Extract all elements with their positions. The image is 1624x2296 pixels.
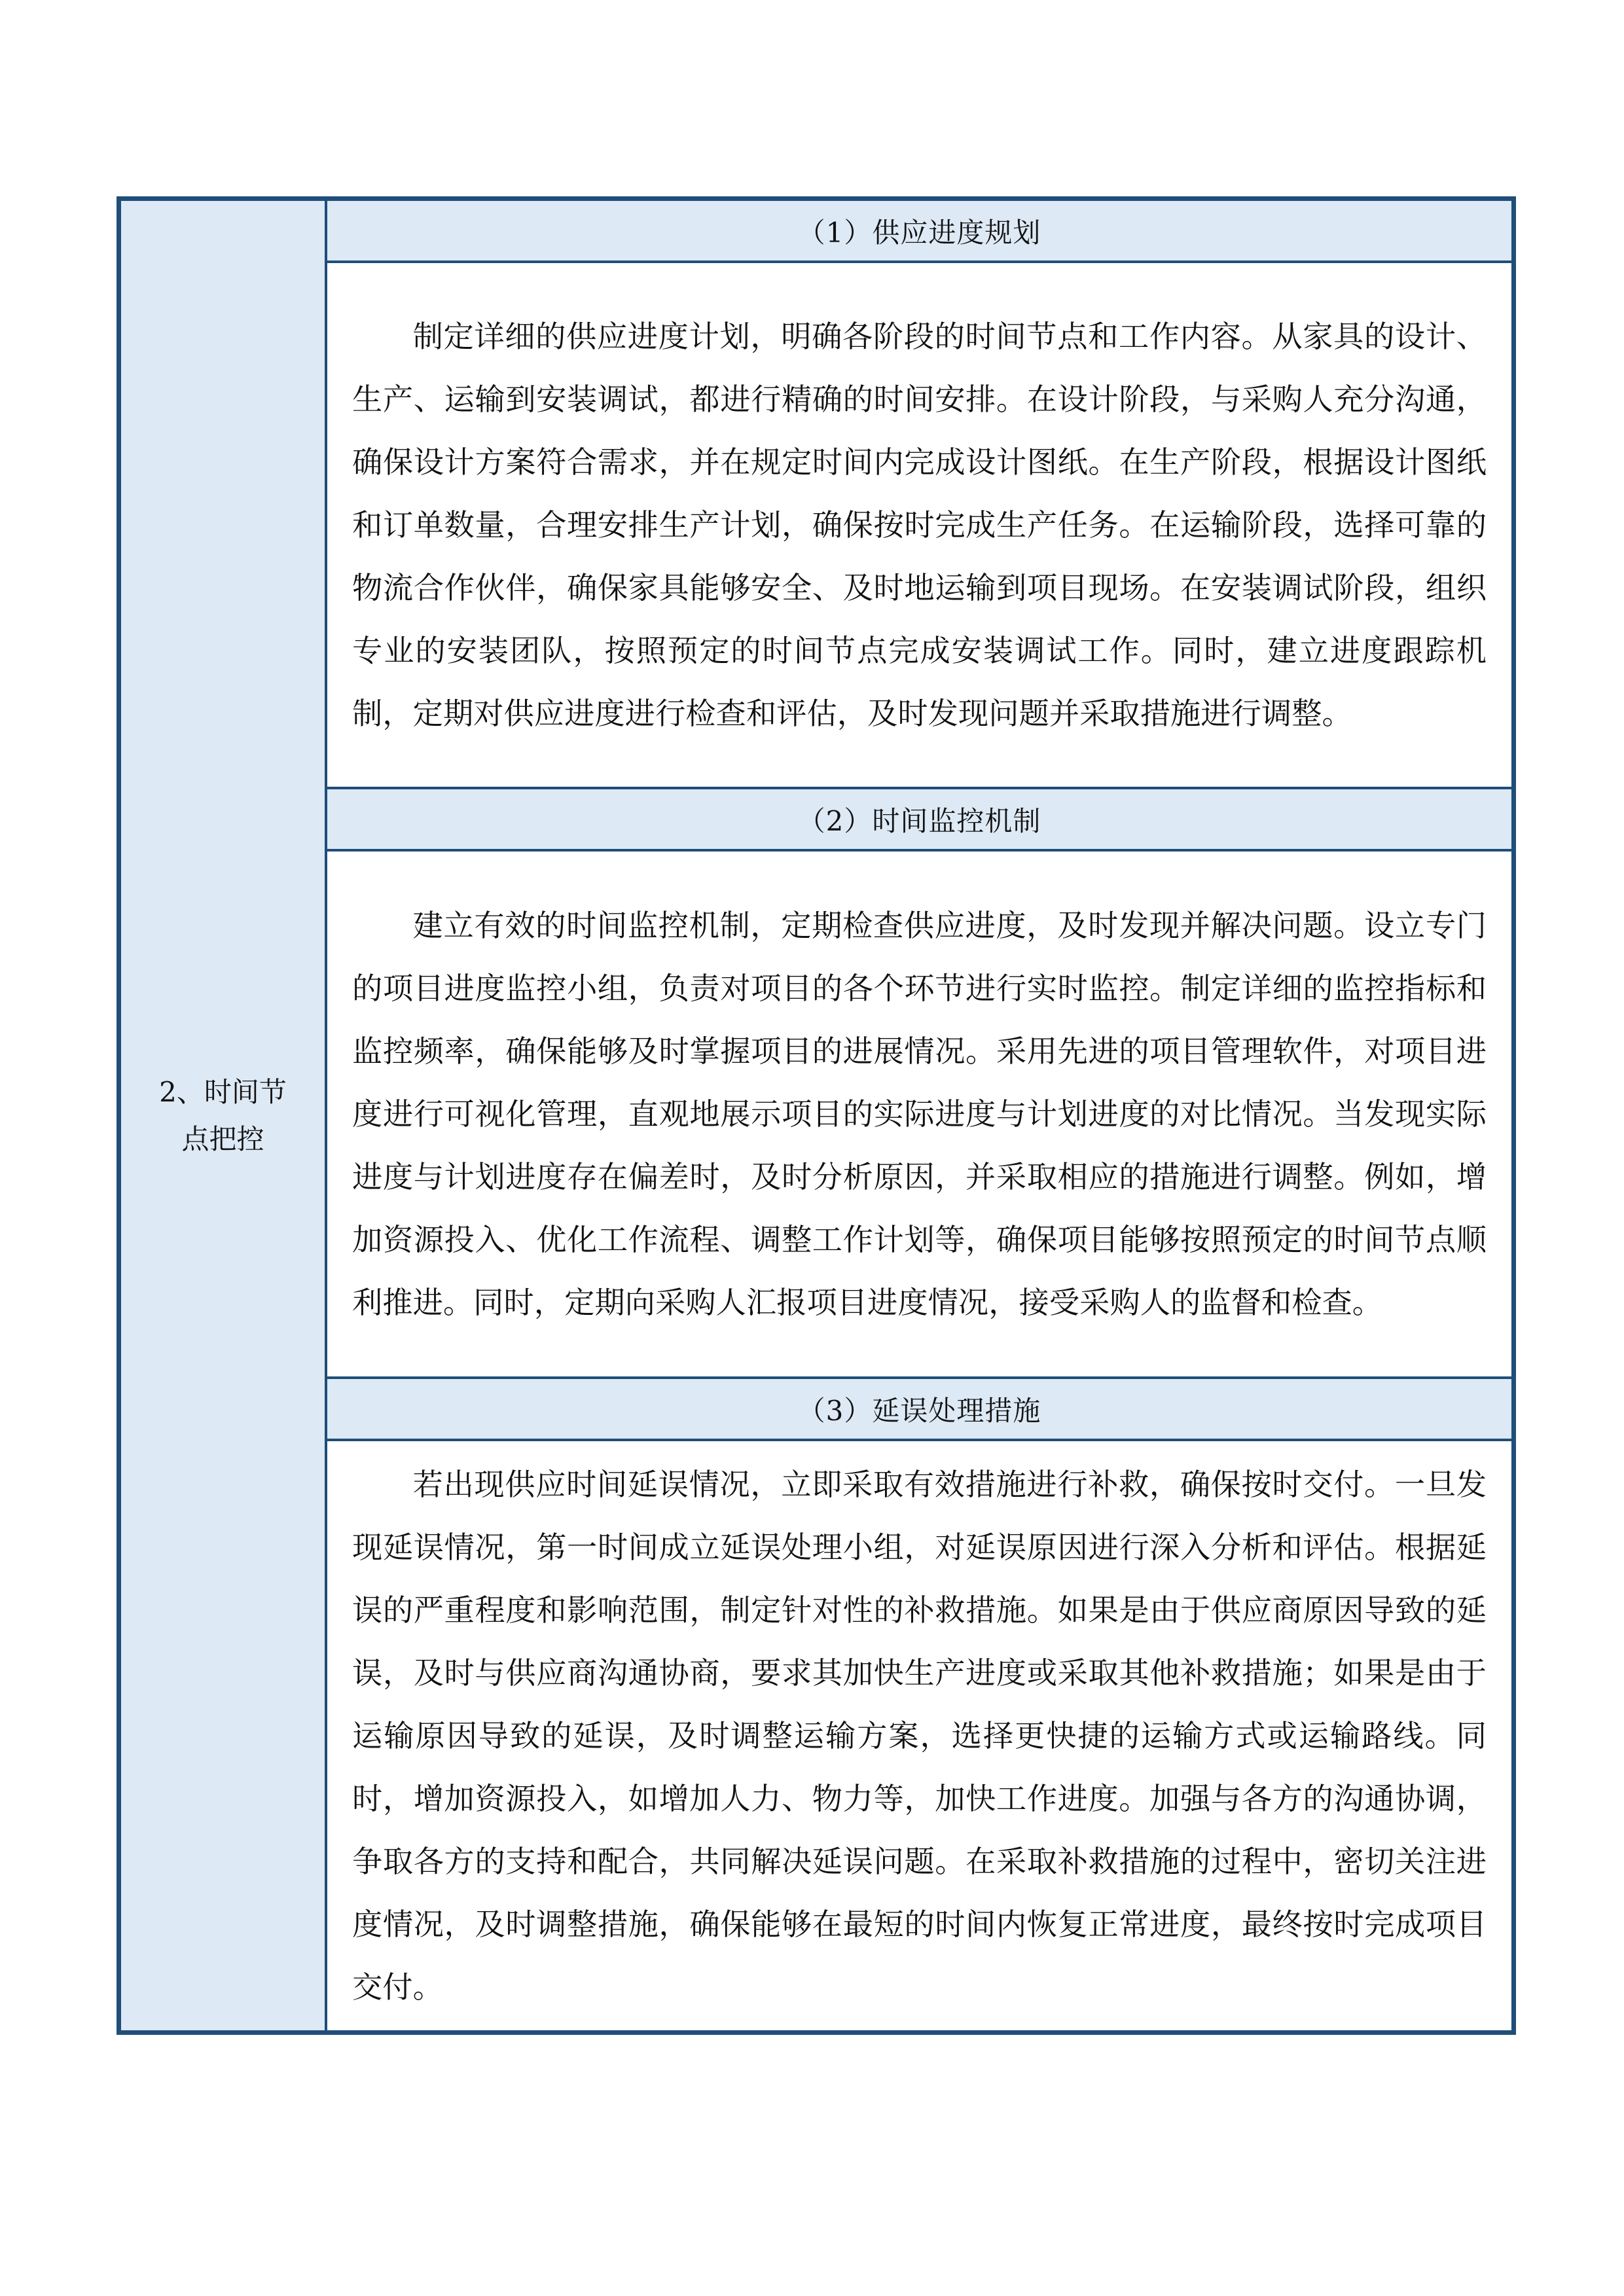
block-text-2: 建立有效的时间监控机制，定期检查供应进度，及时发现并解决问题。设立专门的项目进度监控小组，负责对项目的各个环节进行实时监控。制定详细的监控指标和监控频率，确保能够及时掌握项目的进展情况。采用先进的项目管理软件，对项目进度进行可视化管理，直观地展示项目的实际进度与计划进度的对比情况。当发现实际进度与计划进度存在偏差时，及时分析原因，并采取相应的措施进行调整。例如，增加资源投入、优化工作流程、调整工作计划等，确保项目能够按照预定的时间节点顺利推进。同时，定期向采购人汇报项目进度情况，接受采购人的监督和检查。 bbox=[352, 908, 1487, 1321]
section-label-cell bbox=[119, 199, 327, 2033]
block-text-3: 若出现供应时间延误情况，立即采取有效措施进行补救，确保按时交付。一旦发现延误情况，第一时间成立延误处理小组，对延误原因进行深入分析和评估。根据延误的严重程度和影响范围，制定针对性的补救措施。如果是由于供应商原因导致的延误，及时与供应商沟通协商，要求其加快生产进度或采取其他补救措施；如果是由于运输原因导致的延误，及时调整运输方案，选择更快捷的运输方式或运输路线。同时，增加资源投入，如增加人力、物力等，加快工作进度。加强与各方的沟通协调，争取各方的支持和配合，共同解决延误问题。在采取补救措施的过程中，密切关注进度情况，及时调整措施，确保能够在最短的时间内恢复正常进度，最终按时完成项目交付。 bbox=[352, 1467, 1487, 2005]
block-body-3 bbox=[326, 1440, 1514, 2032]
block-body-1 bbox=[326, 262, 1514, 788]
block-heading-3: （3）延误处理措施 bbox=[326, 1378, 1514, 1440]
section-label: 2、时间节点把控 bbox=[159, 1075, 287, 1155]
block-heading-2: （2）时间监控机制 bbox=[326, 788, 1514, 850]
block-body-2 bbox=[326, 850, 1514, 1378]
block-text-1: 制定详细的供应进度计划，明确各阶段的时间节点和工作内容。从家具的设计、生产、运输到安装调试，都进行精确的时间安排。在设计阶段，与采购人充分沟通，确保设计方案符合需求，并在规定时间内完成设计图纸。在生产阶段，根据设计图纸和订单数量，合理安排生产计划，确保按时完成生产任务。在运输阶段，选择可靠的物流合作伙伴，确保家具能够安全、及时地运输到项目现场。在安装调试阶段，组织专业的安装团队，按照预定的时间节点完成安装调试工作。同时，建立进度跟踪机制，定期对供应进度进行检查和评估，及时发现问题并采取措施进行调整。 bbox=[352, 319, 1487, 732]
content-table bbox=[117, 196, 1516, 2035]
block-heading-1: （1）供应进度规划 bbox=[326, 199, 1514, 262]
